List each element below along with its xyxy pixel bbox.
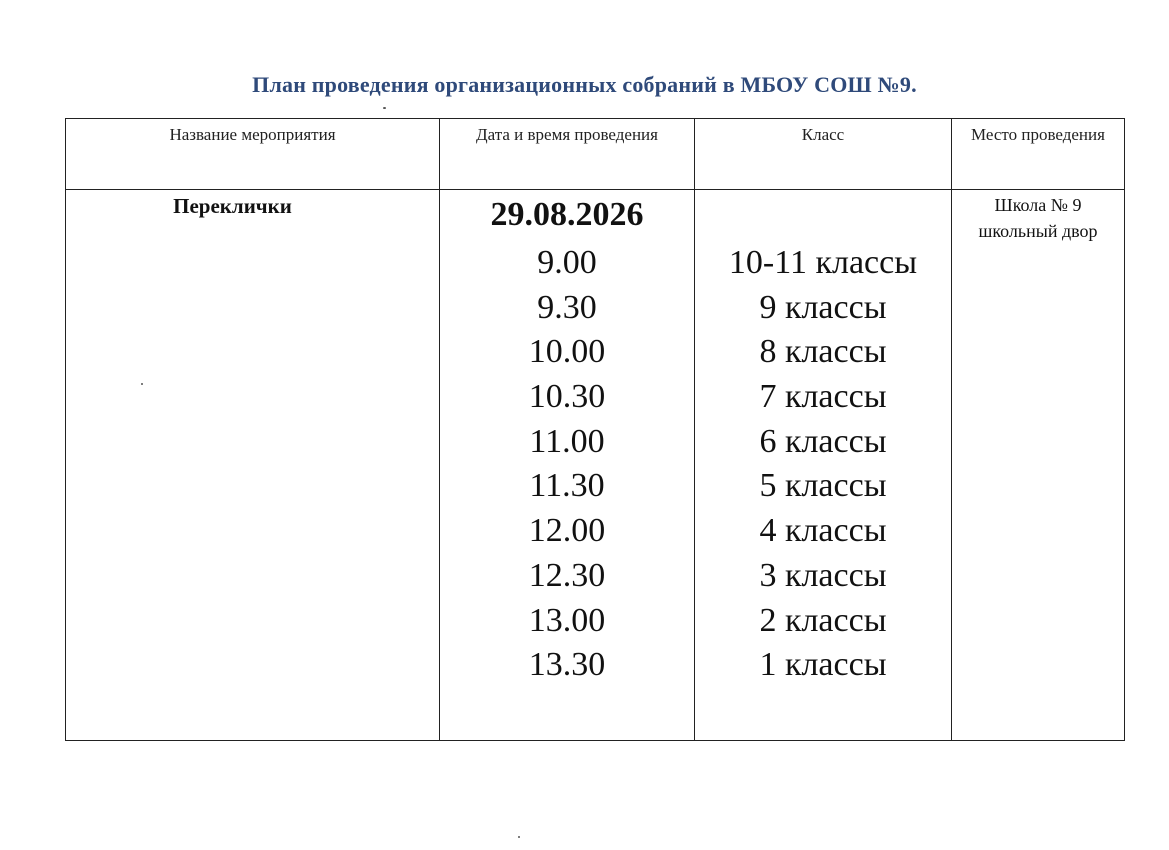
classes-list (695, 190, 951, 688)
class-cell (695, 190, 952, 741)
class-item: 9 классы (759, 288, 887, 326)
time-item: 12.30 (528, 556, 606, 594)
place-line-1: Школа № 9 (994, 195, 1082, 215)
scan-speck (141, 383, 143, 385)
time-item: 13.30 (528, 646, 606, 684)
time-item: 9.00 (537, 244, 597, 281)
time-item: 9.30 (537, 288, 597, 326)
header-class: Класс (695, 119, 952, 190)
times-list (440, 241, 694, 688)
header-row (66, 119, 1125, 190)
class-item: 4 классы (759, 512, 887, 550)
time-item: 12.00 (528, 512, 606, 550)
place-cell (952, 190, 1125, 741)
document-title: План проведения организационных собраний в МБОУ СОШ №9. (252, 72, 917, 97)
class-item: 7 классы (759, 378, 887, 416)
date-time-cell (440, 190, 695, 741)
table-row (66, 190, 1125, 741)
class-item: 10-11 классы (728, 244, 918, 281)
event-date: 29.08.2026 (490, 196, 644, 233)
class-item: 2 классы (759, 601, 887, 639)
class-item: 3 классы (759, 556, 887, 594)
class-item: 1 классы (759, 646, 887, 684)
class-item: 8 классы (759, 333, 887, 371)
time-item: 11.00 (529, 422, 605, 460)
header-place: Место проведения (952, 119, 1125, 190)
time-item: 10.00 (528, 333, 606, 371)
place-line-2: школьный двор (978, 221, 1098, 241)
time-item: 11.30 (529, 467, 605, 505)
class-item: 5 классы (759, 467, 887, 505)
time-item: 10.30 (528, 378, 606, 416)
event-name: Переклички (173, 194, 292, 218)
schedule-table (65, 118, 1125, 741)
class-item: 6 классы (759, 422, 887, 460)
scan-speck (518, 836, 520, 838)
header-event-name: Название мероприятия (66, 119, 440, 190)
scan-speck (383, 107, 386, 109)
event-cell (66, 190, 440, 741)
header-date-time: Дата и время проведения (440, 119, 695, 190)
time-item: 13.00 (528, 601, 606, 639)
